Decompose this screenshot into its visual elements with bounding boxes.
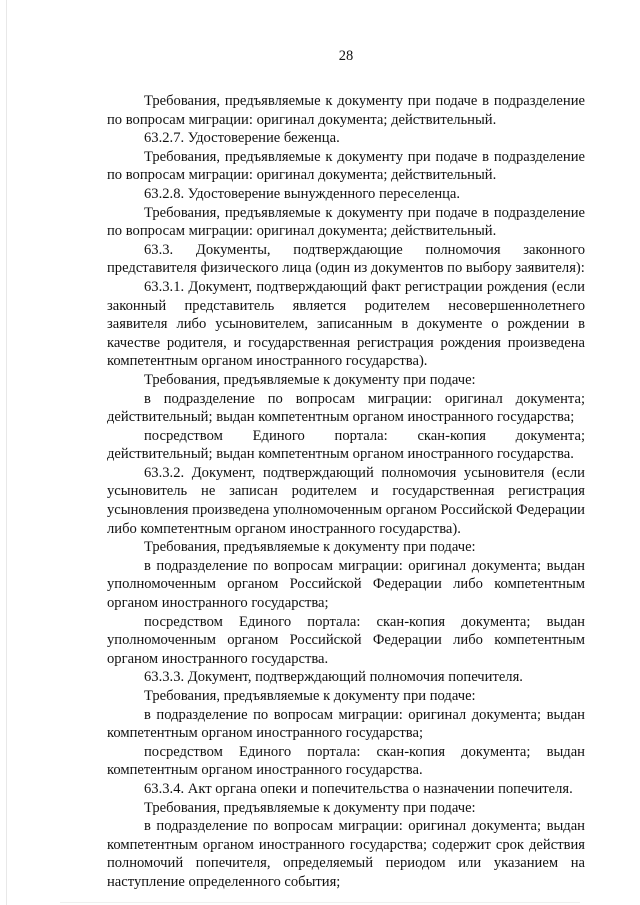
section-heading: 63.3.3. Документ, подтверждающий полномочия попечителя.	[144, 669, 523, 686]
paragraph: Требования, предъявляемые к документу при подаче:	[144, 371, 476, 388]
paragraph: в подразделение по вопросам миграции: оригинал документа; выдан уполномоченным органом Российской Федерации либо компетентным органом иностранного государства;	[107, 557, 585, 612]
paragraph: в подразделение по вопросам миграции: оригинал документа; выдан компетентным органом иностранного государства; содержит срок действия полномочий попечителя, определяемый периодом или указанием на наступление определенного события;	[107, 818, 585, 890]
section-heading: 63.2.8. Удостоверение вынужденного переселенца.	[144, 185, 461, 202]
scan-edge	[6, 0, 7, 905]
paragraph: Требования, предъявляемые к документу при подаче в подразделение по вопросам миграции: оригинал документа; действительный.	[107, 204, 585, 240]
page-number: 28	[338, 48, 354, 64]
paragraph: 63.3.2. Документ, подтверждающий полномочия усыновителя (если усыновитель не записан родителем и государственная регистрация усыновления произведена уполномоченным органом Российской Федерации либо компетентным органом иностранного государства).	[107, 464, 585, 537]
paragraph: Требования, предъявляемые к документу при подаче:	[144, 799, 476, 816]
paragraph: Требования, предъявляемые к документу при подаче в подразделение по вопросам миграции: оригинал документа; действительный.	[107, 93, 585, 128]
paragraph: Требования, предъявляемые к документу при подаче:	[144, 539, 476, 556]
paragraph: посредством Единого портала: скан-копия документа; действительный; выдан компетентным органом иностранного государства.	[107, 427, 585, 463]
document-body	[107, 92, 585, 892]
paragraph: в подразделение по вопросам миграции: оригинал документа; действительный; выдан компетентным органом иностранного государства;	[107, 390, 585, 426]
section-heading: 63.2.7. Удостоверение беженца.	[144, 130, 340, 147]
paragraph: Требования, предъявляемые к документу при подаче:	[144, 688, 476, 704]
section-heading: 63.3. Документы, подтверждающие полномочия законного представителя физического лица (один из документов по выбору заявителя):	[107, 241, 585, 277]
paragraph: в подразделение по вопросам миграции: оригинал документа; выдан компетентным органом иностранного государства;	[107, 706, 585, 742]
paragraph: Требования, предъявляемые к документу при подаче в подразделение по вопросам миграции: оригинал документа; действительный.	[107, 148, 585, 184]
paragraph: посредством Единого портала: скан-копия документа; выдан компетентным органом иностранного государства.	[107, 743, 585, 779]
paragraph: 63.3.1. Документ, подтверждающий факт регистрации рождения (если законный представитель является родителем несовершеннолетнего заявителя либо усыновителем, записанным в документе о рождении в качестве родителя, и государственная регистрация рождения произведена компетентным органом иностранного государства).	[107, 278, 585, 370]
section-heading: 63.3.4. Акт органа опеки и попечительства о назначении попечителя.	[144, 780, 573, 797]
paragraph: посредством Единого портала: скан-копия документа; выдан уполномоченным органом Российской Федерации либо компетентным органом иностранного государства.	[107, 613, 585, 667]
scan-edge	[60, 902, 580, 903]
